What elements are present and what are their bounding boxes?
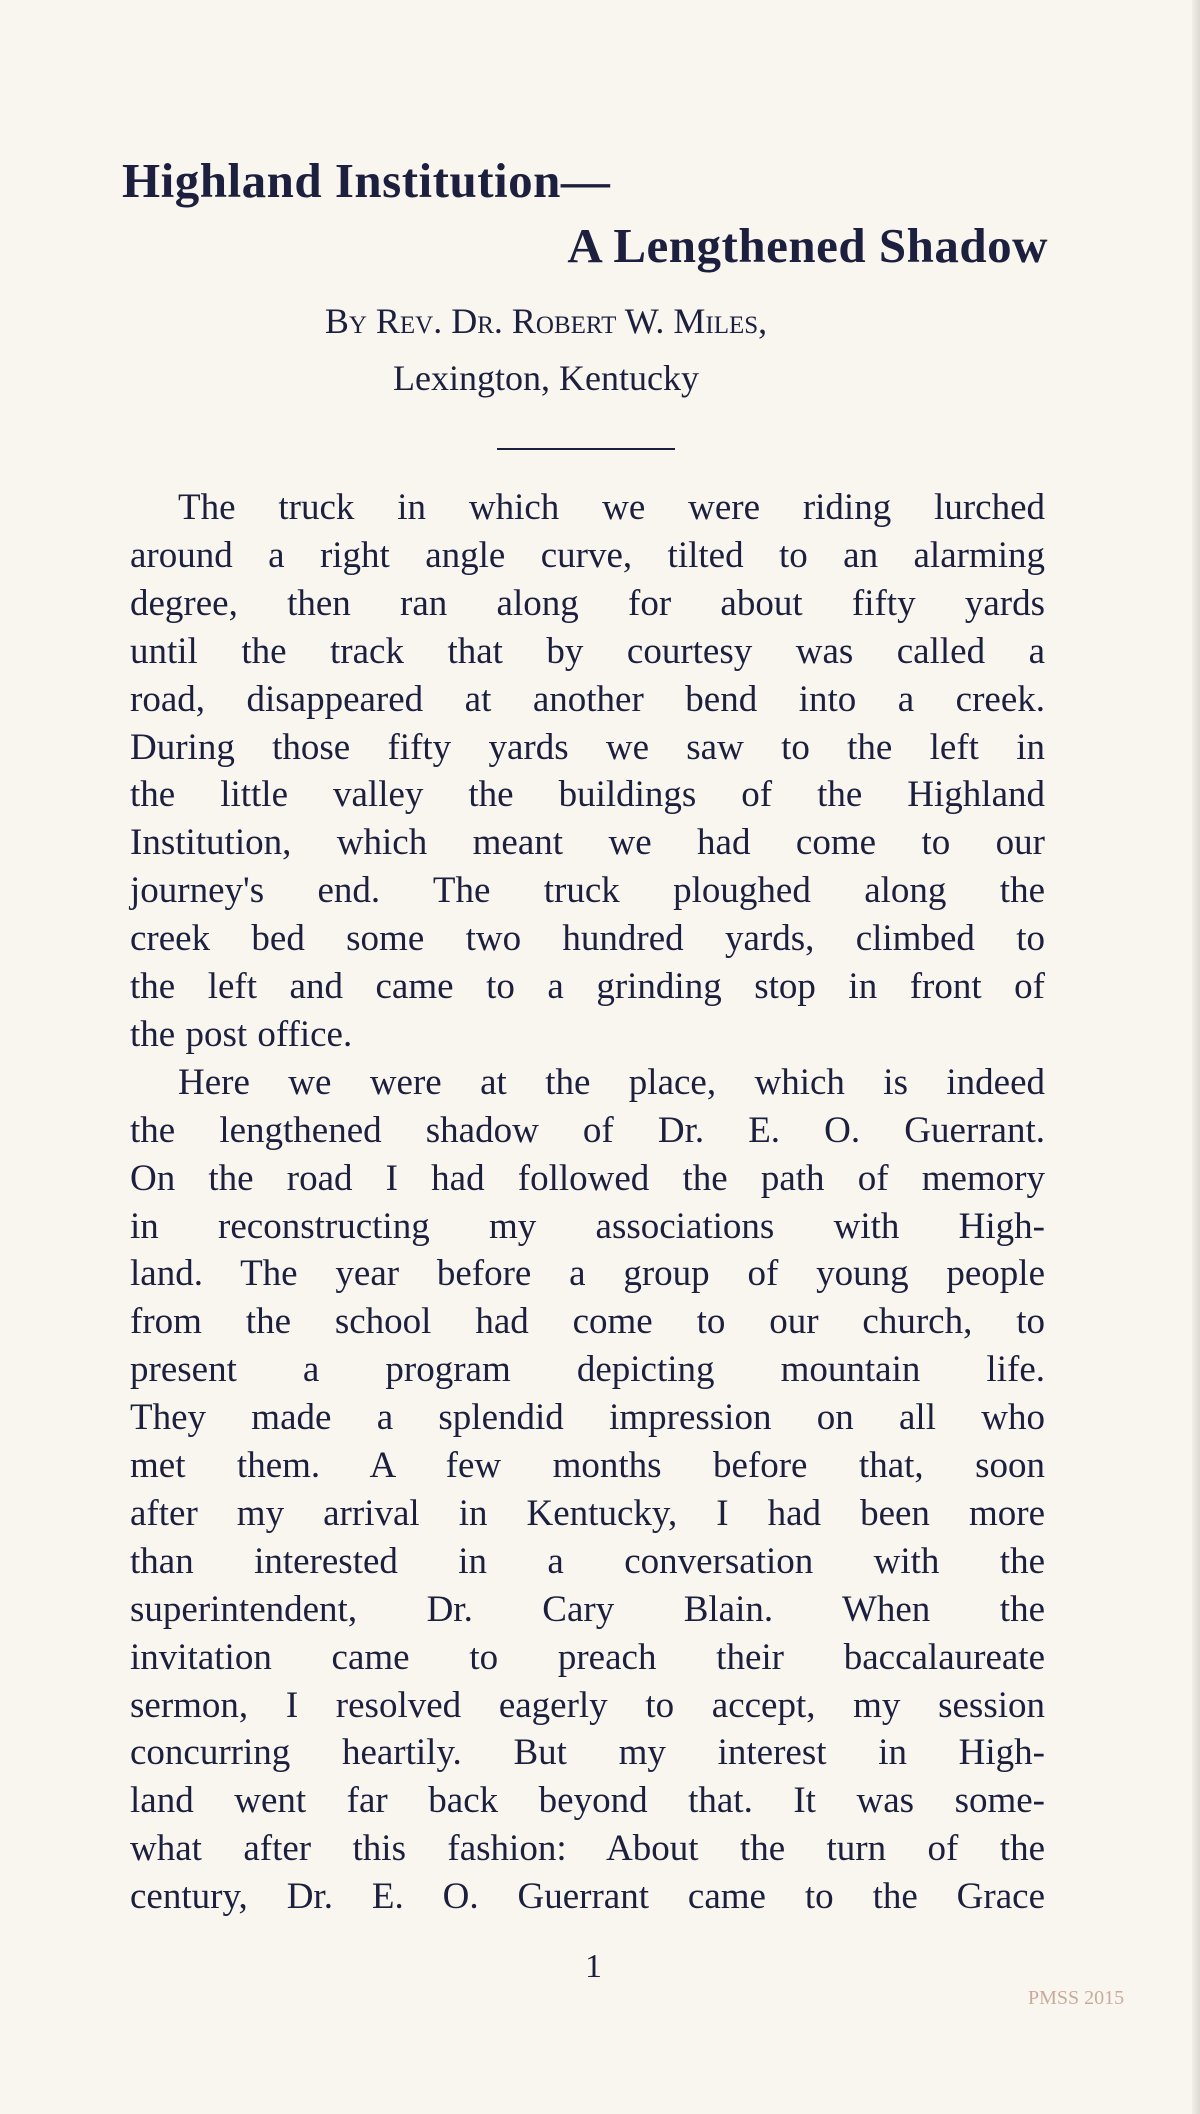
archive-mark: PMSS 2015 <box>1028 1987 1125 2009</box>
body-line: invitation came to preach their baccalaureate <box>130 1636 1045 1678</box>
body-line: creek bed some two hundred yards, climbed to <box>130 918 1045 960</box>
body-line: During those fifty yards we saw to the left in <box>130 726 1045 768</box>
body-line: until the track that by courtesy was called a <box>130 630 1045 672</box>
body-line: Institution, which meant we had come to our <box>130 822 1045 864</box>
body-line: after my arrival in Kentucky, I had been more <box>130 1492 1045 1534</box>
title-line-2: A Lengthened Shadow <box>567 218 1048 273</box>
body-line: the little valley the buildings of the Highland <box>130 774 1045 816</box>
body-line: the lengthened shadow of Dr. E. O. Guerrant. <box>130 1109 1045 1151</box>
body-line: They made a splendid impression on all who <box>130 1397 1045 1439</box>
body-line: in reconstructing my associations with High- <box>130 1205 1045 1247</box>
body-line: The truck in which we were riding lurched <box>178 487 1045 528</box>
byline-author: By Rev. Dr. Robert W. Miles, <box>324 301 768 341</box>
body-line: On the road I had followed the path of memory <box>130 1157 1045 1199</box>
body-line: degree, then ran along for about fifty yards <box>130 582 1045 624</box>
body-line: superintendent, Dr. Cary Blain. When the <box>130 1588 1045 1630</box>
body-line: Here we were at the place, which is indeed <box>178 1061 1045 1103</box>
body-line: met them. A few months before that, soon <box>130 1445 1045 1486</box>
body-line: land went far back beyond that. It was some- <box>130 1780 1045 1822</box>
body-line: road, disappeared at another bend into a creek. <box>130 678 1045 720</box>
body-line: sermon, I resolved eagerly to accept, my session <box>130 1684 1045 1726</box>
body-line: concurring heartily. But my interest in High- <box>130 1732 1045 1774</box>
title-line-1: Highland Institution— <box>122 153 611 208</box>
body-line: present a program depicting mountain life. <box>130 1349 1045 1391</box>
body-line: around a right angle curve, tilted to an alarming <box>130 534 1045 576</box>
body-line: journey's end. The truck ploughed along the <box>130 870 1045 912</box>
body-line: the post office. <box>130 1013 353 1055</box>
body-line: than interested in a conversation with the <box>130 1540 1045 1582</box>
page-number: 1 <box>585 1948 602 1985</box>
divider-rule <box>497 448 675 450</box>
body-line: from the school had come to our church, to <box>130 1301 1045 1343</box>
body-line: century, Dr. E. O. Guerrant came to the Grace <box>130 1876 1045 1918</box>
body-line: what after this fashion: About the turn of the <box>130 1828 1045 1870</box>
body-line: land. The year before a group of young people <box>130 1253 1045 1295</box>
body-line: the left and came to a grinding stop in front of <box>130 966 1045 1007</box>
byline-location: Lexington, Kentucky <box>393 358 699 398</box>
page-edge <box>1192 0 1200 2114</box>
